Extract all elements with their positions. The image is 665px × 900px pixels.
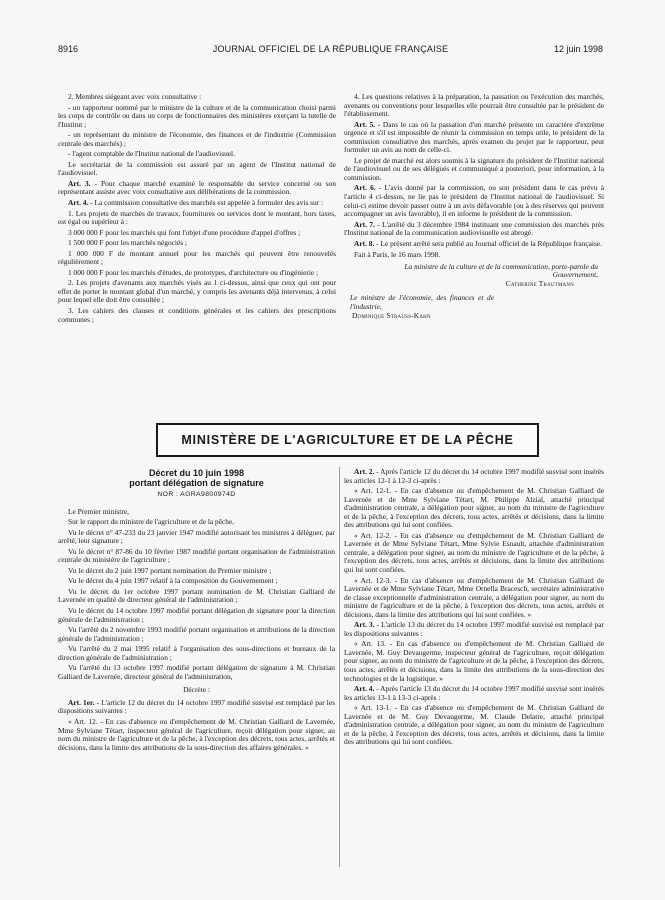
paragraph: - un rapporteur nommé par le ministre de la culture et de la communication choisi parmi les corps de contrôle ou dans un corps de fonctionnaires des ministères exerçant la tutelle de l'Institut ; [58,102,336,129]
article-label: Art. 2. [354,467,375,476]
article-7 [344,221,604,238]
list-item: 2. Les projets d'avenants aux marchés visés au 1 ci-dessus, ainsi que ceux qui ont pour effet de porter le montant global d'un marché, y compris les avenants déjà intervenus, à celui pour lequel elle doit être consultée ; [58,278,336,305]
quoted-article: « Art. 12-3. - En cas d'absence ou d'empêchement de M. Christian Galliard de Lavernée et de Mme Sylviane Tétart, Mme Ornella Bracesch, secrétaire administrative de classe exceptionnelle d'administration centrale, a délégation pour signer, au nom du ministre de l'agriculture et de la pêche, à l'exception des décrets, tous actes, arrêtés et décisions, dans la limite des attributions qui lui sont confiées. » [344,575,604,619]
article-text: - L'article 13 du décret du 14 octobre 1997 modifié susvisé est remplacé par les dispositions suivantes : [344,620,604,638]
article-6 [344,184,604,218]
article-3 [58,180,336,197]
nor-reference: NOR : AGRA9800974D [157,491,236,498]
decree-article-1 [58,699,335,716]
article-label: Art. 4. [68,198,89,208]
column-divider [339,467,340,867]
decree-article-3 [344,621,604,638]
minister-culture-title: La ministre de la culture et de la communication, porte-parole du Gouvernement, [404,261,598,280]
article-text: - L'arrêté du 3 décembre 1984 instituant une commission des marchés près l'Institut national de la communication audiovisuelle est abrogé. [344,219,604,238]
visa: Vu le décret du 2 juin 1997 portant nomination du Premier ministre ; [68,565,272,575]
visa: Vu le décret du 14 octobre 1997 modifié portant délégation de signature pour la direction générale de l'administration ; [58,606,335,624]
paragraph: - l'agent comptable de l'Institut national de l'audiovisuel. [68,149,235,159]
visa: Vu l'arrêté du 2 mai 1995 relatif à l'organisation des sous-directions et bureaux de la direction générale de l'administration ; [58,644,335,662]
article-label: Art. 4. [354,684,375,694]
article-label: Art. 3. [68,178,91,188]
decree-right-column [344,468,604,749]
page-number: 8916 [58,44,79,54]
article-text: - Après l'article 12 du décret du 14 octobre 1997 modifié susvisé sont insérés les articles 12-1 à 12-3 ci-après : [344,467,604,485]
article-label: Art. 8. [354,238,375,248]
decree-subtitle: portant délégation de signature [129,478,264,488]
paragraph: 2. Membres siégeant avec voix consultative : [68,92,202,101]
decree-left-column [58,468,335,754]
visa: Vu le décret du 4 juin 1997 relatif à la composition du Gouvernement ; [68,576,278,586]
place-date: Fait à Paris, le 16 mars 1998. [354,250,441,260]
article-4 [58,199,336,208]
decree-title: Décret du 10 juin 1998 [148,468,245,478]
list-item: 1 000 000 F pour les marchés d'études, de prototypes, d'architecture ou d'ingénierie ; [68,267,319,277]
list-item: 3. Les cahiers des clauses et conditions générales et les cahiers des prescriptions communes ; [58,306,336,324]
visa: Vu le décret n° 47-233 du 23 janvier 1947 modifié autorisant les ministres à déléguer, par arrêté, leur signature ; [58,527,335,546]
visa: Sur le rapport du ministre de l'agriculture et de la pêche, [68,517,235,527]
article-label: Art. 5. [354,119,376,129]
ministry-heading-box [156,423,539,457]
top-left-column [58,93,336,326]
article-text: - Dans le cas où la passation d'un marché présente un caractère d'extrême urgence et s'il est impossible de réunir la commission en temps utile, le président de la commission consultative des marchés, après examen du projet par le rapporteur, peut formuler un avis au nom de celle-ci. [344,119,604,155]
article-label: Art. 3. [354,620,375,630]
visa: Vu l'arrêté du 2 novembre 1993 modifié portant organisation et attributions de la direction générale de l'administration ; [58,625,335,643]
minister-culture-name: Catherine Trautmann [505,278,574,288]
article-label: Art. 6. [354,183,376,193]
quoted-article: « Art. 12-2. - En cas d'absence ou d'empêchement de M. Christian Galliard de Lavernée et de Mme Sylviane Tétart, Mme Sylvie Esnault, attachée d'administration centrale, a délégation pour signer, au nom du ministre de l'agriculture et de la pêche, à l'exception des décrets, tous actes, arrêtés et décisions, dans la limite des attributions qui lui sont confiées. [344,530,604,575]
visa: Vu l'arrêté du 13 octobre 1997 modifié portant délégation de signature à M. Christian Galliard de Lavernée, directeur général de l'administration, [58,663,335,681]
minister-economy-title: Le ministre de l'économie, des finances et de l'industrie, [350,293,494,312]
quoted-article: « Art. 13-1. - En cas d'absence ou d'empêchement de M. Christian Galliard de Lavernée et de M. Guy Devaugerme, M. Claude Delatre, attaché principal d'administration centrale, a délégation pour signer, au nom du ministre de l'agriculture et de la pêche, à l'exception des décrets, tous actes, arrêtés et décisions, dans la limite des attributions qui lui sont confiées. [344,703,604,747]
list-item: 1 500 000 F pour les marchés négociés ; [68,238,188,248]
quoted-article: « Art. 12-1. - En cas d'absence ou d'empêchement de M. Christian Galliard de Lavernée et de Mme Sylviane Tétart, M. Philippe Alzial, attaché principal d'administration centrale, a délégation pour signer, au nom du ministre de l'agriculture et de la pêche, à l'exception des décrets, tous actes, arrêtés et décisions, dans la limite des attributions qui lui sont confiées. [344,486,604,530]
paragraph: - un représentant du ministre de l'économie, des finances et de l'industrie (Commission centrale des marchés) ; [58,130,336,148]
journal-title: JOURNAL OFFICIEL DE LA RÉPUBLIQUE FRANÇAISE [212,44,449,54]
top-right-column [344,93,604,322]
list-item: 1. Les projets de marchés de travaux, fournitures ou services dont le montant, hors taxes, est égal ou supérieur à : [58,208,336,227]
issue-date: 12 juin 1998 [553,44,603,54]
article-text: - La commission consultative des marchés est appelée à formuler des avis sur : [88,198,324,208]
article-label: Art. 1er. [68,697,95,707]
visa: Vu le décret n° 87-86 du 10 février 1987 modifié portant organisation de l'administration centrale du ministère de l'agriculture ; [58,546,335,565]
decree-article-2 [344,468,604,485]
visa: Vu le décret du 1er octobre 1997 portant nomination de M. Christian Galliard de Lavernée en qualité de directeur général de l'administration ; [58,586,335,605]
article-5 [344,121,604,155]
page-header [58,44,603,58]
paragraph: Le projet de marché est alors soumis à la signature du président de l'Institut national de l'audiovisuel ou de ses délégués et communiqué a posteriori, pour information, à la commission. [344,155,604,182]
minister-economy-name: Dominique Strauss-Kahn [352,310,431,320]
opening: Le Premier ministre, [68,506,129,516]
decree-article-4 [344,685,604,702]
paragraph: Le secrétariat de la commission est assuré par un agent de l'Institut national de l'audiovisuel. [58,159,336,178]
list-item: 1 000 000 F de montant annuel pour les marchés qui peuvent être renouvelés régulièrement ; [58,248,336,267]
article-text: - L'article 12 du décret du 14 octobre 1997 modifié susvisé est remplacé par les dispositions suivantes : [58,697,335,716]
article-text: - L'avis donné par la commission, ou son président dans le cas prévu à l'article 4 ci-dessus, ne lie pas le président de l'Institut national de l'audiovisuel. Si celui-ci estime devoir passer outre à un avis défavorable (ou à des réserves qui peuvent accompagner un avis favorable), il en informe le président de la commission. [344,183,604,219]
quoted-article: « Art. 13. - En cas d'absence ou d'empêchement de M. Christian Galliard de Lavernée, M. Guy Devaugerme, inspecteur général de l'agriculture, reçoit délégation pour signer, au nom du ministre de l'agriculture et de la pêche, à l'exception des décrets, tous actes, arrêtés et décisions, dans la limite des attributions de la sous-direction des technologies et de la logistique. » [344,639,604,683]
paragraph: 4. Les questions relatives à la préparation, la passation ou l'exécution des marchés, avenants ou conventions pour lesquelles elle pourrait être consultée par le président de l'établissement. [344,92,604,119]
article-label: Art. 7. [354,219,375,229]
quoted-article: « Art. 12. - En cas d'absence ou d'empêchement de M. Christian Galliard de Lavernée, Mme Sylviane Tétart, inspecteur général de l'agriculture, reçoit délégation pour signer, au nom du ministre de l'agriculture et de la pêche, à l'exception des décrets, tous actes, arrêtés et décisions, dans la limite des attributions de la sous-direction des affaires générales. » [58,717,335,752]
article-text: - Après l'article 13 du décret du 14 octobre 1997 modifié susvisé sont insérés les articles 13-1 à 13-3 ci-après : [344,684,604,702]
article-text: - Le présent arrêté sera publié au Journal officiel de la République française. [374,238,602,248]
article-text: - Pour chaque marché examiné le responsable du service concerné ou son représentant assiste avec voix consultative aux délibérations de la commission. [58,178,336,197]
list-item: 3 000 000 F pour les marchés qui font l'objet d'une procédure d'appel d'offres ; [68,227,301,237]
decrete: Décrète : [183,685,210,695]
article-8 [344,240,604,249]
ministry-heading: MINISTÈRE DE L'AGRICULTURE ET DE LA PÊCHE [181,433,514,447]
